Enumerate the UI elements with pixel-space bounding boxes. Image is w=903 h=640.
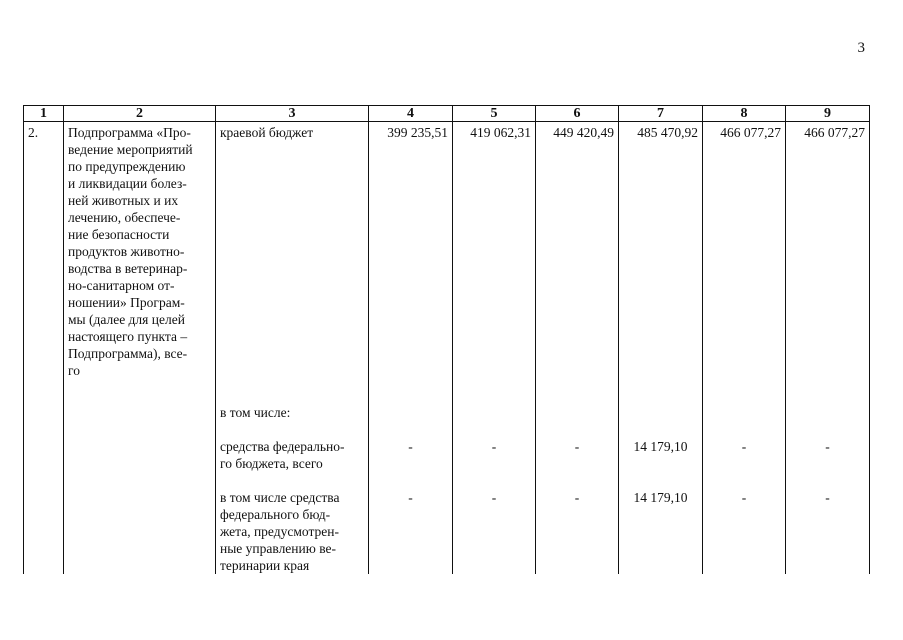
value-cell: -: [536, 487, 619, 574]
name-line: Подпрограмма), все-: [68, 346, 188, 361]
name-line: ношении» Програм-: [68, 295, 185, 310]
name-line: но-санитарном от-: [68, 278, 175, 293]
subprogram-name: [64, 122, 216, 387]
value-cell: 14 179,10: [619, 436, 703, 478]
source-line: ные управлению ве-: [220, 541, 336, 556]
value-cell: -: [369, 487, 453, 574]
source-line: федерального бюд-: [220, 507, 331, 522]
source-line: в том числе средства: [220, 490, 340, 505]
page-number: 3: [857, 40, 865, 56]
row-number: 2.: [24, 122, 64, 387]
table-row: [24, 402, 870, 426]
source-line: теринарии края: [220, 558, 310, 573]
funding-source: [216, 487, 369, 574]
name-line: мы (далее для целей: [68, 312, 185, 327]
value-cell: -: [453, 487, 536, 574]
column-header: 2: [64, 106, 216, 122]
column-header: 3: [216, 106, 369, 122]
column-header: 1: [24, 106, 64, 122]
source-line: жета, предусмотрен-: [220, 524, 339, 539]
name-line: и ликвидации болез-: [68, 176, 187, 191]
name-line: лечению, обеспече-: [68, 210, 181, 225]
value-cell: -: [453, 436, 536, 478]
table-row: [24, 122, 870, 387]
value-cell: 485 470,92: [619, 122, 703, 387]
source-line: средства федерально-: [220, 439, 345, 454]
name-line: Подпрограмма «Про-: [68, 125, 191, 140]
name-line: ние безопасности: [68, 227, 170, 242]
table-row: [24, 487, 870, 574]
spacer-row: [24, 426, 870, 436]
column-header: 6: [536, 106, 619, 122]
value-cell: 419 062,31: [453, 122, 536, 387]
including-label: в том числе:: [216, 402, 369, 426]
value-cell: 466 077,27: [703, 122, 786, 387]
column-header: 7: [619, 106, 703, 122]
name-line: ведение мероприятий: [68, 142, 193, 157]
column-header: 8: [703, 106, 786, 122]
column-header: 4: [369, 106, 453, 122]
column-header: 9: [786, 106, 870, 122]
budget-table: [23, 105, 870, 574]
table-row: [24, 436, 870, 478]
value-cell: -: [536, 436, 619, 478]
value-cell: -: [703, 487, 786, 574]
funding-source: [216, 436, 369, 478]
header-row: [24, 106, 870, 122]
value-cell: -: [786, 436, 870, 478]
name-line: настоящего пункта –: [68, 329, 188, 344]
name-line: го: [68, 363, 80, 378]
value-cell: 399 235,51: [369, 122, 453, 387]
value-cell: 466 077,27: [786, 122, 870, 387]
value-cell: 449 420,49: [536, 122, 619, 387]
name-line: продуктов животно-: [68, 244, 185, 259]
spacer-row: [24, 478, 870, 487]
value-cell: -: [369, 436, 453, 478]
funding-source: краевой бюджет: [216, 122, 369, 387]
value-cell: 14 179,10: [619, 487, 703, 574]
column-header: 5: [453, 106, 536, 122]
value-cell: -: [703, 436, 786, 478]
source-line: го бюджета, всего: [220, 456, 323, 471]
name-line: ней животных и их: [68, 193, 179, 208]
value-cell: -: [786, 487, 870, 574]
name-line: по предупреждению: [68, 159, 186, 174]
spacer-row: [24, 386, 870, 402]
name-line: водства в ветеринар-: [68, 261, 188, 276]
